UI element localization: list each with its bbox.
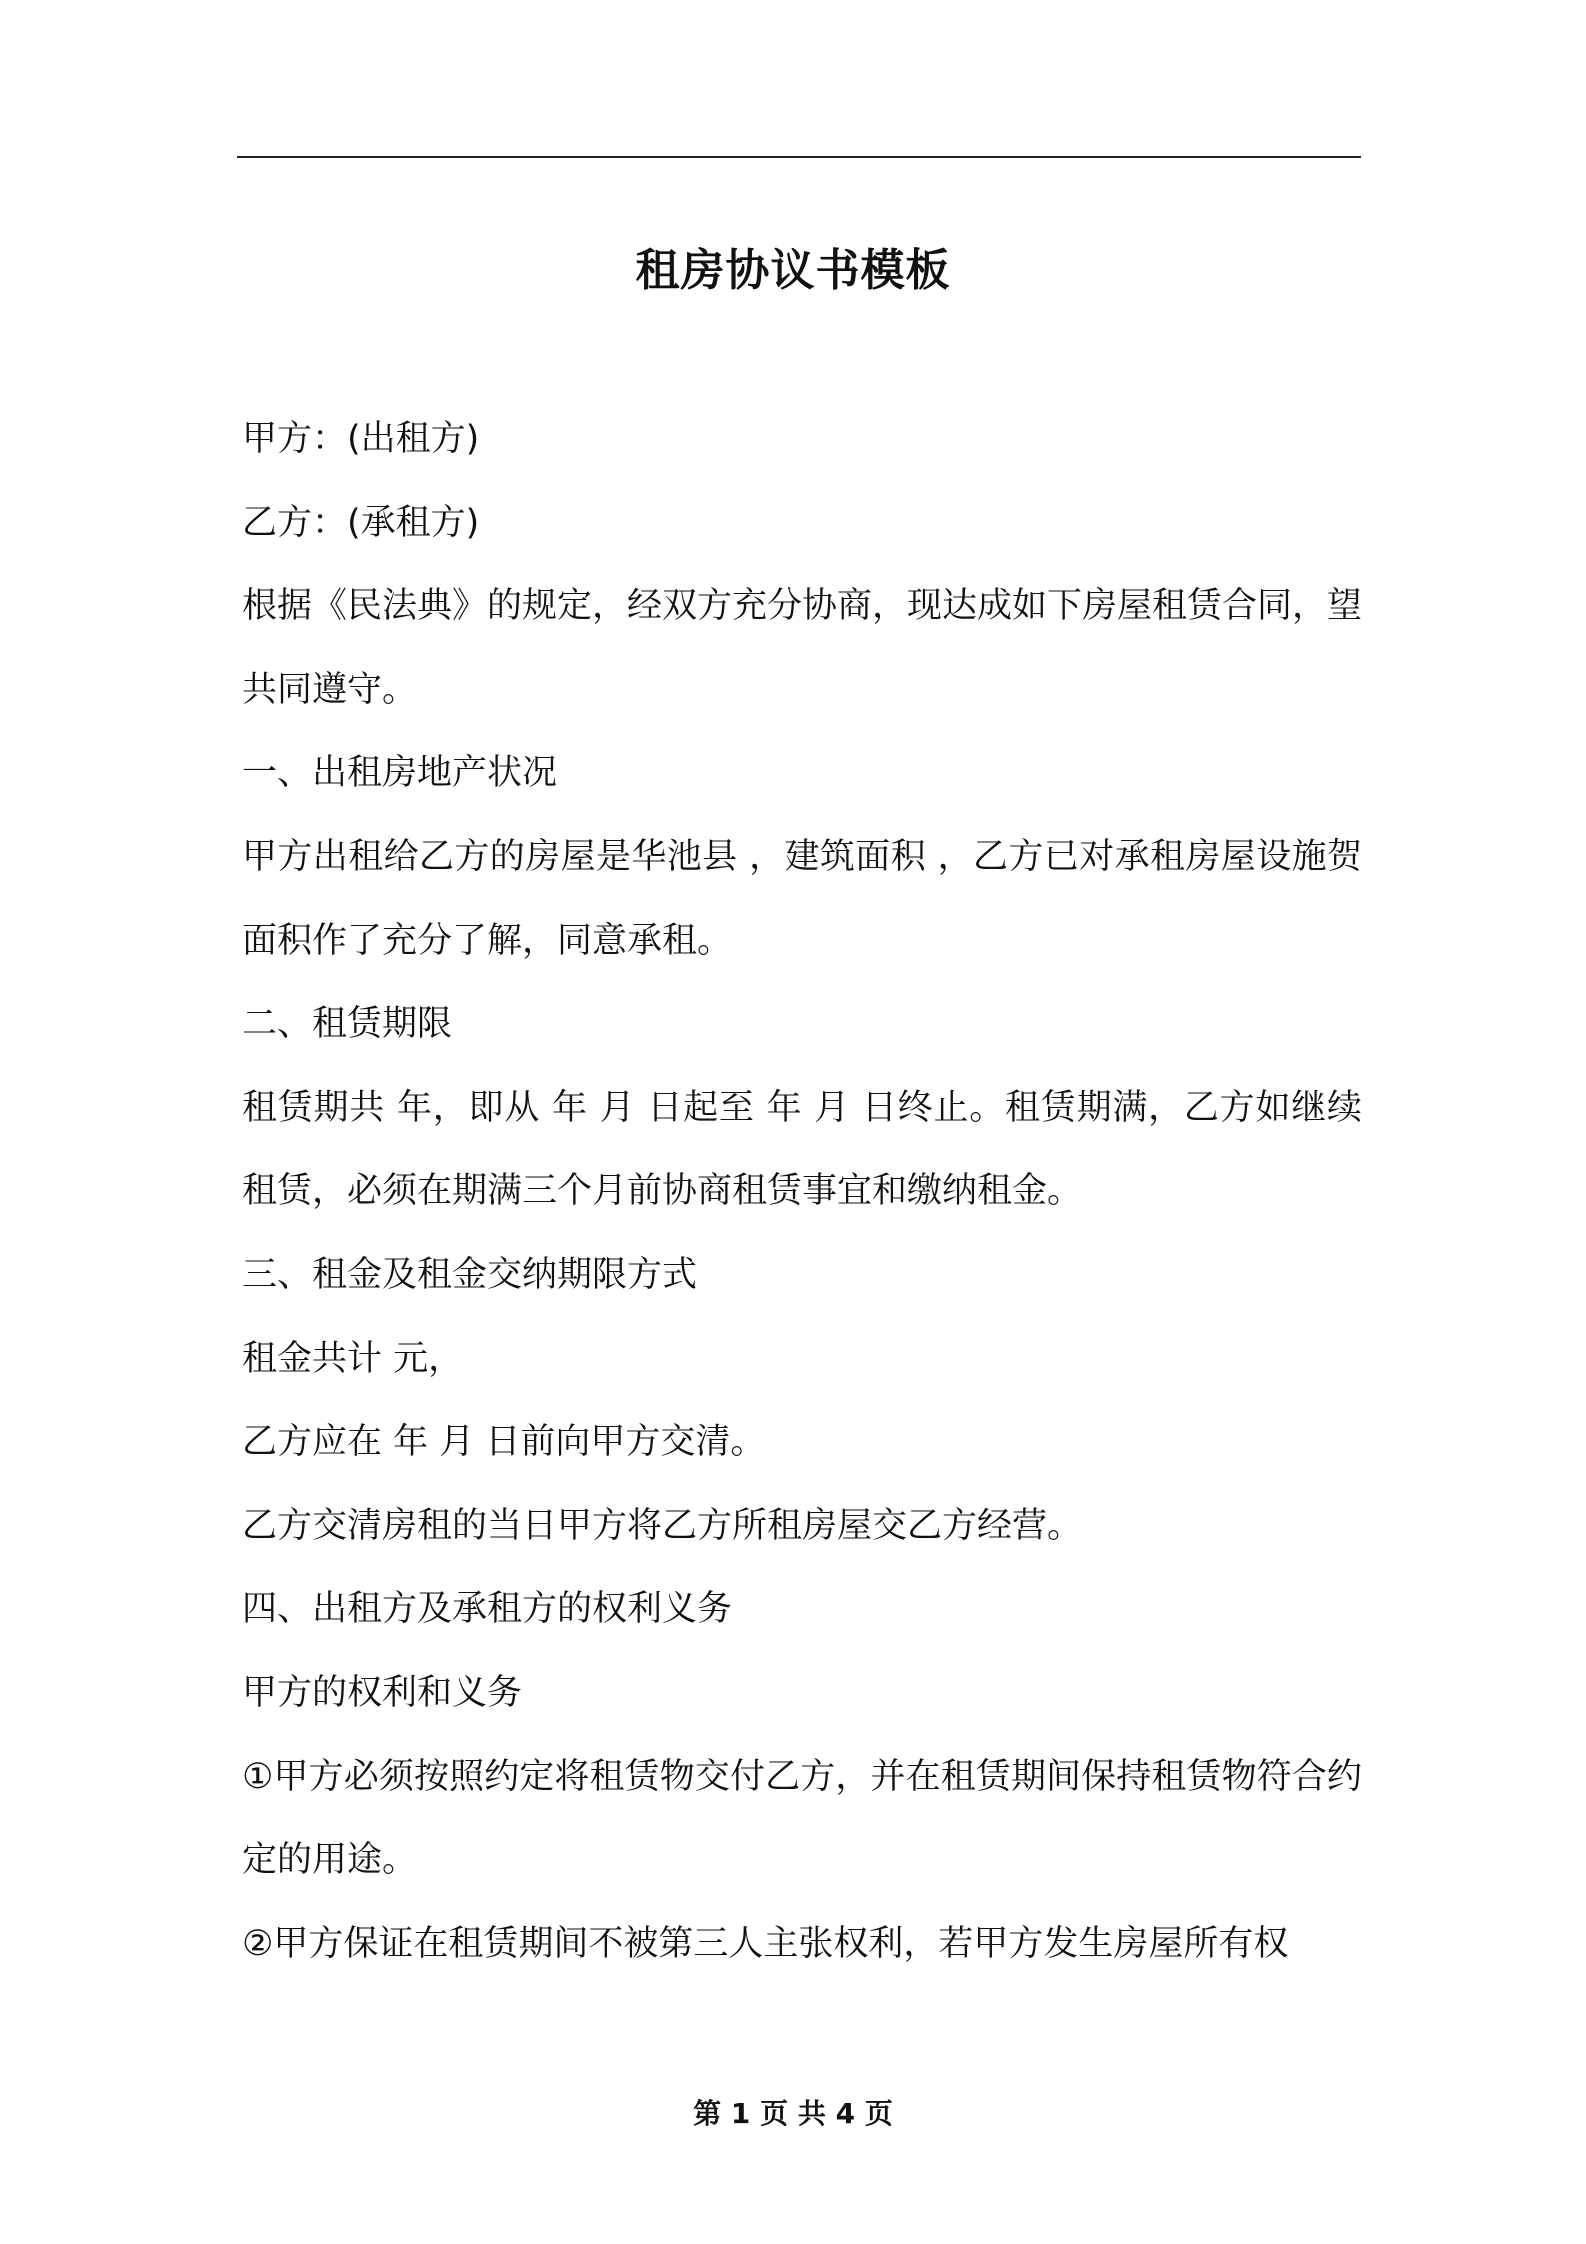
document-body [242, 398, 1362, 1986]
subsection-heading-party-a: 甲方的权利和义务 [242, 1672, 523, 1713]
section-2-paragraph: 租赁期共 年，即从 年 月 日起至 年 月 日终止。租赁期满，乙方如继续租赁，必须在期满三个月前协商租赁事宜和缴纳租金。 [242, 1087, 1362, 1212]
clause-1-paragraph: ①甲方必须按照约定将租赁物交付乙方，并在租赁期间保持租赁物符合约定的用途。 [242, 1756, 1362, 1881]
section-heading-1: 一、出租房地产状况 [242, 753, 558, 794]
header-rule [237, 156, 1361, 158]
section-heading-2: 二、租赁期限 [242, 1004, 453, 1045]
rent-total-line: 租金共计 元， [242, 1338, 464, 1379]
clause-2-paragraph: ②甲方保证在租赁期间不被第三人主张权利，若甲方发生房屋所有权 [242, 1923, 1289, 1964]
section-1-paragraph: 甲方出租给乙方的房屋是华池县 ，建筑面积 ，乙方已对承租房屋设施贺面积作了充分了解，同意承租。 [242, 836, 1362, 961]
section-heading-3: 三、租金及租金交纳期限方式 [242, 1254, 698, 1295]
intro-paragraph: 根据《民法典》的规定，经双方充分协商，现达成如下房屋租赁合同，望共同遵守。 [242, 586, 1363, 710]
party-b-line: 乙方：(承租方) [242, 502, 480, 543]
handover-line: 乙方交清房租的当日甲方将乙方所租房屋交乙方经营。 [242, 1505, 1083, 1546]
rent-due-line: 乙方应在 年 月 日前向甲方交清。 [242, 1422, 766, 1463]
party-a-line: 甲方：(出租方) [242, 419, 480, 459]
section-heading-4: 四、出租方及承租方的权利义务 [242, 1589, 733, 1630]
page-number-footer: 第 1 页 共 4 页 [693, 2097, 893, 2130]
document-title: 租房协议书模板 [635, 245, 951, 297]
